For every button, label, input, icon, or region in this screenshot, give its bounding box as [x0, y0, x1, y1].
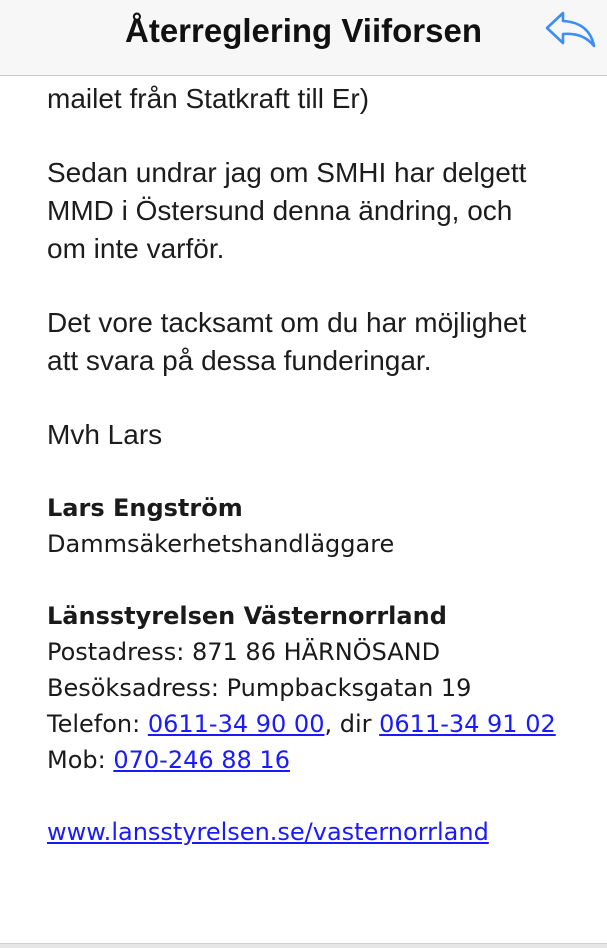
- message-signoff: Mvh Lars: [47, 419, 163, 450]
- signature-organization: Länsstyrelsen Västernorrland: [47, 602, 447, 630]
- signature-visit-address: Besöksadress: Pumpbacksgatan 19: [47, 674, 472, 702]
- reply-button[interactable]: [541, 8, 599, 54]
- signature-mobile-row: [47, 742, 587, 778]
- message-line: MMD i Östersund denna ändring, och: [47, 195, 513, 226]
- bottom-toolbar-edge: [0, 943, 607, 948]
- signature-phone-row: [47, 706, 587, 742]
- signature-postal-address: Postadress: 871 86 HÄRNÖSAND: [47, 638, 441, 666]
- website-link[interactable]: www.lansstyrelsen.se/vasternorrland: [47, 818, 489, 846]
- signature-website-row: [47, 814, 587, 850]
- mobile-label: Mob:: [47, 746, 114, 774]
- message-line: Det vore tacksamt om du har möjlighet: [47, 307, 527, 338]
- mobile-link[interactable]: 070-246 88 16: [113, 746, 290, 774]
- email-body: [47, 60, 587, 850]
- reply-arrow-icon: [543, 9, 597, 54]
- navigation-bar: [0, 0, 607, 76]
- phone-link[interactable]: 0611-34 90 00: [147, 710, 325, 738]
- dir-label: , dir: [324, 710, 380, 738]
- email-subject-title: Återreglering Viiforsen: [125, 12, 482, 49]
- direct-phone-link[interactable]: 0611-34 91 02: [379, 710, 556, 738]
- message-line: om inte varför.: [47, 233, 225, 264]
- signature-role: Dammsäkerhetshandläggare: [47, 530, 395, 558]
- message-text: [47, 60, 587, 454]
- message-line: mailet från Statkraft till Er): [47, 83, 370, 114]
- message-line: Sedan undrar jag om SMHI har delgett: [47, 157, 527, 188]
- email-signature: [47, 490, 587, 850]
- message-line: att svara på dessa funderingar.: [47, 345, 432, 376]
- signature-name: Lars Engström: [47, 494, 243, 522]
- phone-label: Telefon:: [47, 710, 148, 738]
